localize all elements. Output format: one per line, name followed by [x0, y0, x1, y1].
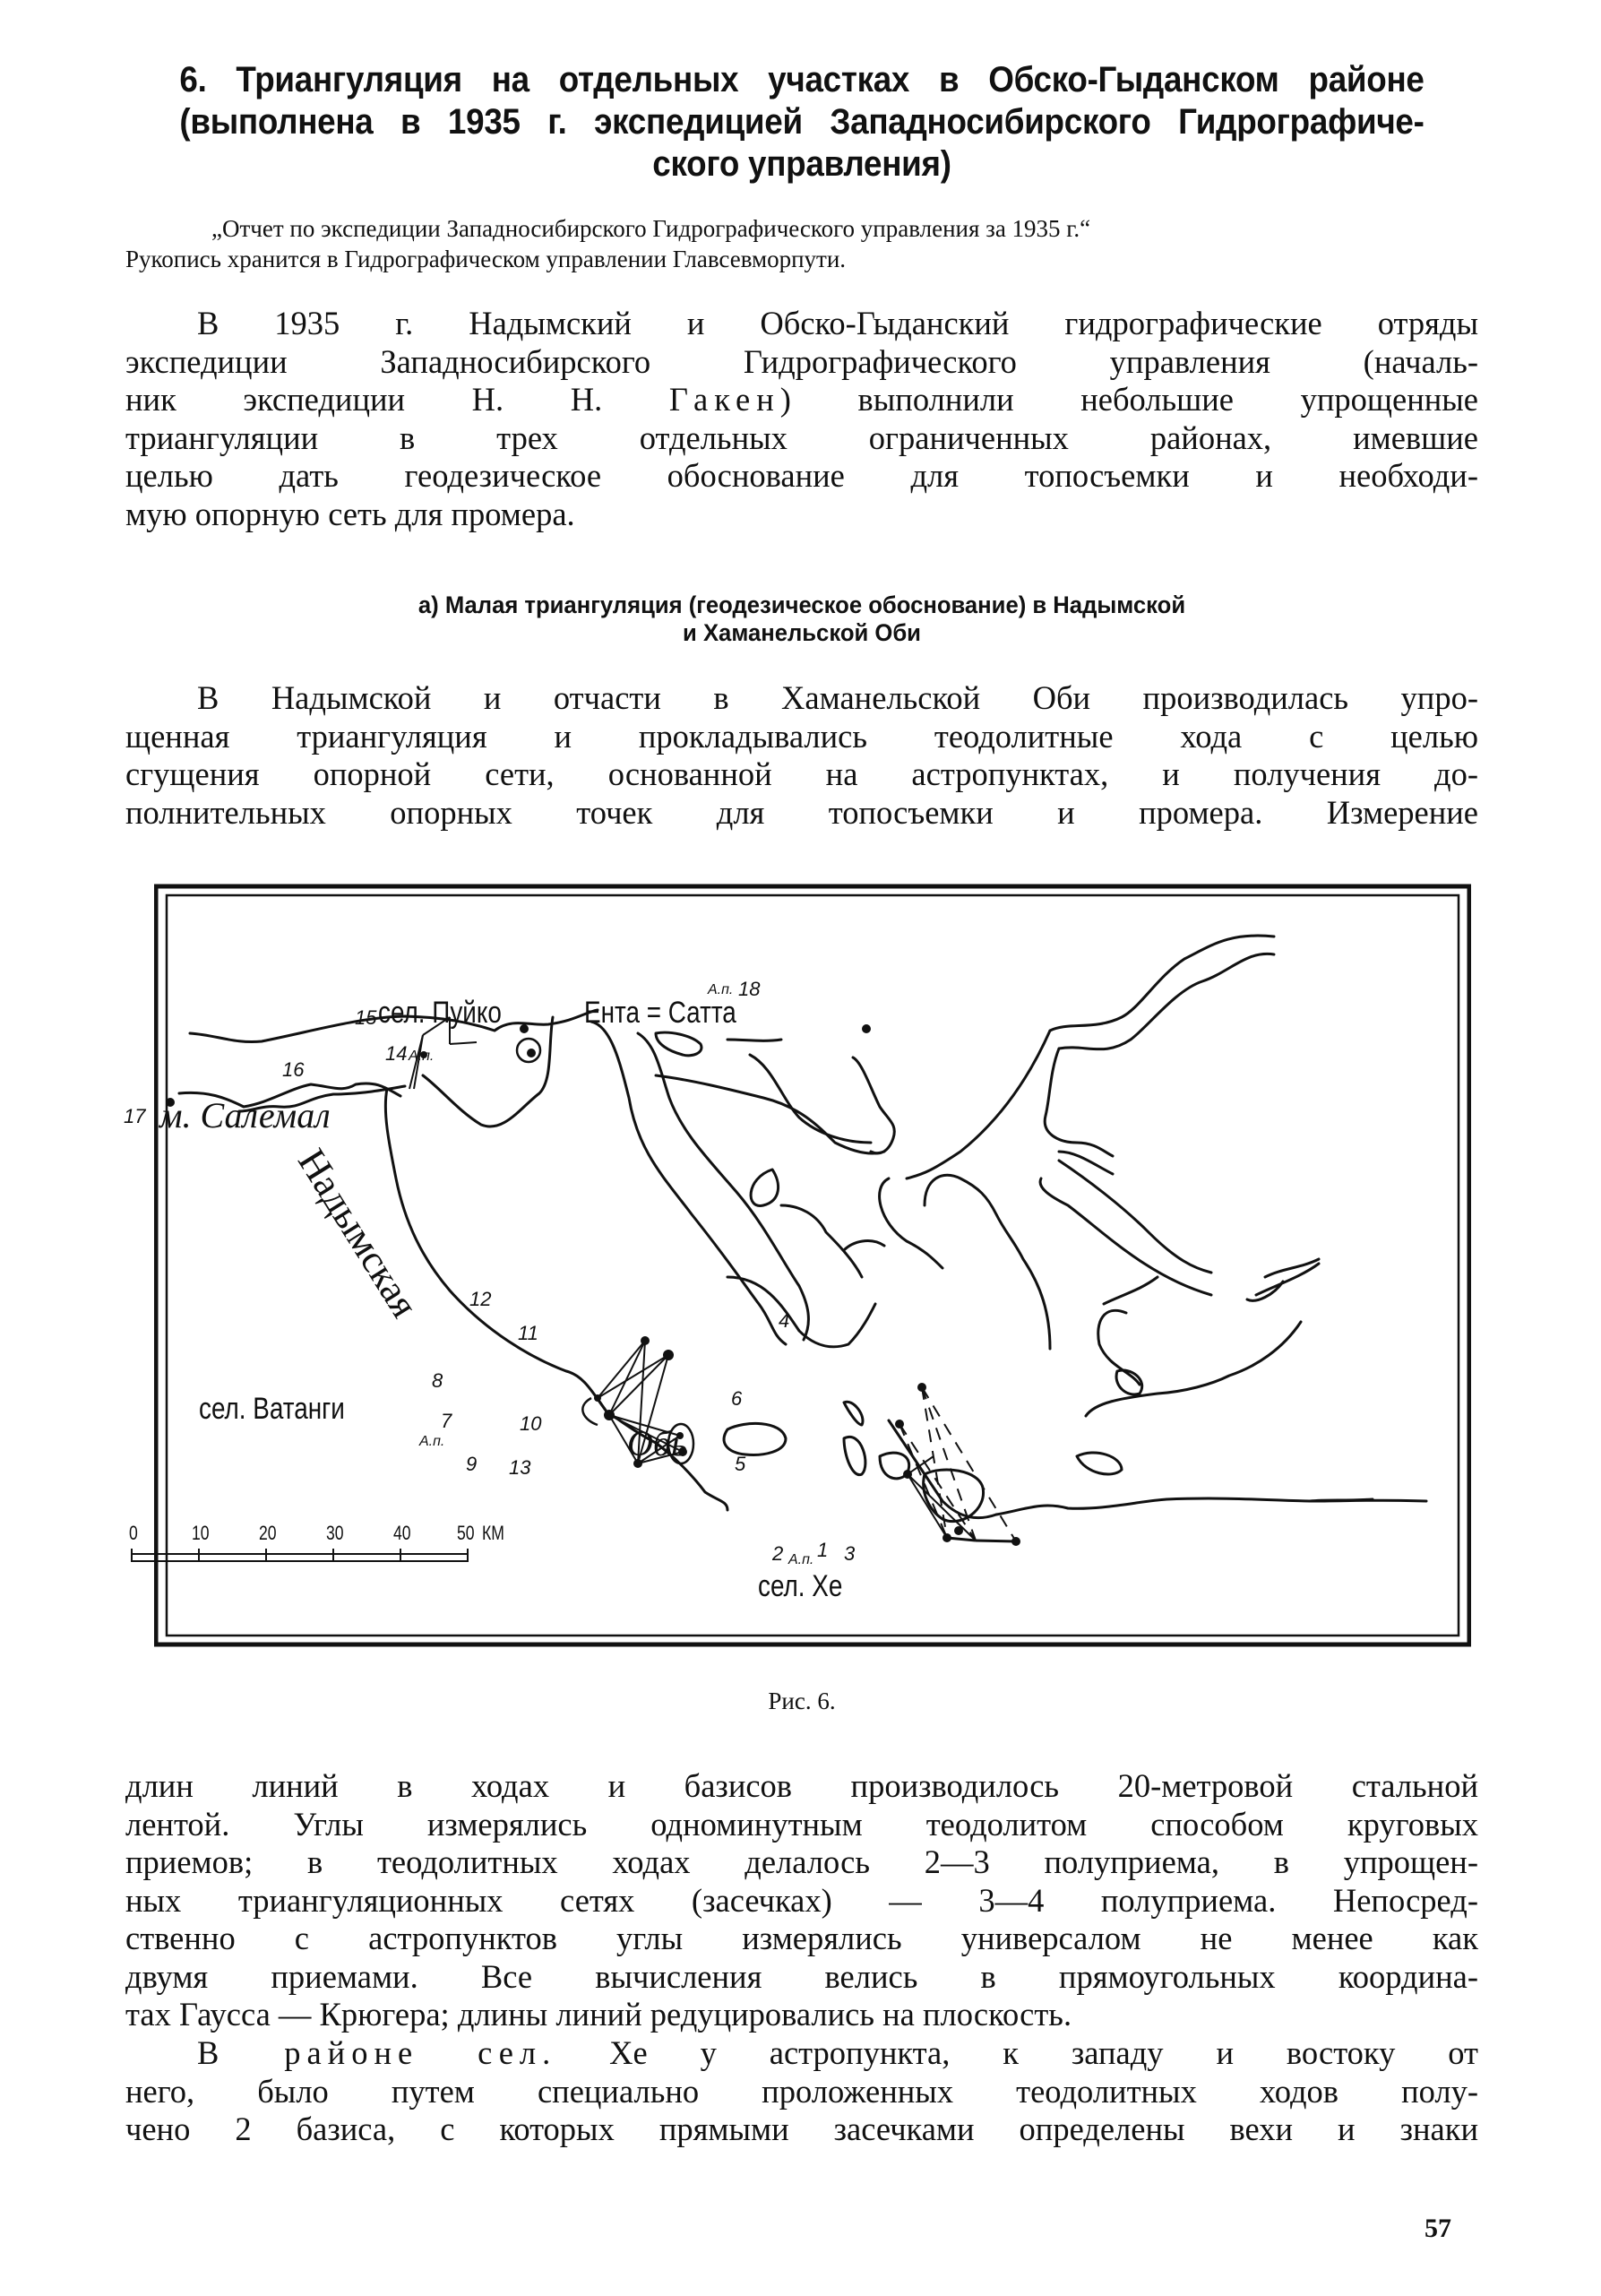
map-point-label-16: 16	[282, 1058, 305, 1081]
map-point-label-11: 11	[518, 1322, 538, 1344]
text-line: длин линий в ходах и базисов производилось 20-метровой стальной	[125, 1767, 1478, 1804]
map-point-8	[594, 1394, 601, 1402]
text-line: сгущения опорной сети, основанной на астропунктах, и получения до-	[125, 755, 1478, 792]
map-point-label-5: 5	[735, 1453, 746, 1475]
text-line: ных триангуляционных сетях (засечках) — 3—4 полуприема. Непосред-	[125, 1881, 1478, 1919]
scale-unit-label: КМ	[482, 1522, 504, 1544]
map-point-4	[917, 1383, 926, 1392]
figure-map	[124, 883, 1471, 1649]
place-label-vatangi: сел. Ватанги	[199, 1392, 345, 1426]
scale-bar	[129, 1523, 514, 1577]
map-point-label-9: 9	[466, 1453, 478, 1475]
heading-line: (выполнена в 1935 г. экспедицией Западносибирского Гидрографиче-	[179, 102, 1425, 142]
text-line: В Надымской и отчасти в Хаманельской Оби производилась упро-	[197, 679, 1478, 716]
spaced-name: Гакен	[668, 381, 780, 418]
text-line: целью дать геодезическое обоснование для топосъемки и необходи-	[125, 457, 1478, 494]
text-line	[125, 2034, 1478, 2073]
map-point-label-3: 3	[844, 1542, 856, 1565]
text-line: тах Гаусса — Крюгера; длины линий редуцировались на плоскость.	[125, 1996, 1072, 2033]
page-number: 57	[1425, 2214, 1451, 2243]
scale-bar-line	[129, 1549, 478, 1567]
text-line: чено 2 базиса, с которых прямыми засечками определены вехи и знаки	[125, 2110, 1478, 2147]
astro-label-14: А.п.	[409, 1049, 435, 1064]
map-point-label-15: 15	[355, 1006, 377, 1029]
place-label-khe: сел. Хе	[758, 1569, 843, 1603]
map-point-label-14: 14	[385, 1042, 408, 1065]
astro-label-1: А.п.	[788, 1552, 814, 1567]
map-point-2	[943, 1533, 951, 1542]
scale-tick-label: 40	[393, 1522, 411, 1544]
source-note	[125, 213, 1478, 274]
map-point-label-10: 10	[520, 1412, 542, 1435]
scale-tick-label: 10	[192, 1522, 210, 1544]
scale-tick-label: 50	[457, 1522, 475, 1544]
map-point-6	[895, 1420, 904, 1429]
map-point-3	[1011, 1537, 1020, 1546]
text-line: триангуляции в трех отдельных ограниченных районах, имевшие	[125, 419, 1478, 456]
scale-tick-label: 0	[129, 1522, 138, 1544]
text-line: щенная триангуляция и прокладывались теодолитные хода с целью	[125, 717, 1478, 755]
subheading-line: и Хаманельской Оби	[683, 619, 921, 646]
map-point-label-17: 17	[124, 1105, 146, 1127]
map-point-label-6: 6	[731, 1387, 743, 1410]
figure-caption: Рис. 6.	[768, 1687, 836, 1714]
astro-label-18: А.п.	[708, 982, 734, 997]
map-point-15	[520, 1024, 529, 1033]
map-point-14	[527, 1049, 536, 1057]
text-line: приемов; в теодолитных ходах делалось 2—3 полуприема, в упрощен-	[125, 1843, 1478, 1880]
heading-line: 6. Триангуляция на отдельных участках в Обско-Гыданском районе	[179, 60, 1425, 99]
intro-paragraph	[125, 305, 1478, 533]
scale-tick-label: 20	[259, 1522, 277, 1544]
source-line: Рукопись хранится в Гидрографическом управлении Главсевморпути.	[125, 246, 847, 272]
text-line: лентой. Углы измерялись одноминутным теодолитом способом круговых	[125, 1805, 1478, 1843]
triangulation-lines	[409, 1017, 1016, 1544]
river-label-nadymskaya: Надымская	[288, 1141, 427, 1325]
map-point-11	[663, 1350, 674, 1360]
subsection-paragraph	[125, 679, 1478, 832]
map-point-label-2: 2	[772, 1542, 784, 1565]
place-label-enta-satta: Ента = Сатта	[584, 996, 736, 1030]
section-heading	[179, 59, 1424, 186]
spaced-lead: В районе сел.	[197, 2034, 557, 2071]
map-point-5	[903, 1470, 912, 1479]
map-point-label-12: 12	[469, 1288, 492, 1310]
final-paragraph	[125, 2034, 1478, 2149]
map-point-1	[954, 1526, 963, 1535]
map-point-label-7: 7	[441, 1410, 452, 1432]
subheading-line: а) Малая триангуляция (геодезическое обоснование) в Надымской	[417, 591, 1186, 618]
subsection-heading	[159, 591, 1445, 647]
map-point-label-18: 18	[738, 978, 761, 1000]
place-label-puyko: сел. Пуйко	[378, 996, 502, 1030]
scale-tick-label: 30	[326, 1522, 344, 1544]
map-point-label-1: 1	[817, 1539, 829, 1561]
map-point-7	[604, 1410, 615, 1420]
place-label-salemal: м. Салемал	[159, 1095, 331, 1135]
text-line: ник экспедиции Н. Н. Гакен) выполнили небольшие упрощенные	[125, 381, 1478, 418]
map-point-label-13: 13	[509, 1456, 531, 1479]
map-point-18	[862, 1024, 871, 1033]
map-point-12	[641, 1336, 650, 1345]
continuation-paragraph	[125, 1767, 1478, 2034]
text-line: экспедиции Западносибирского Гидрографического управления (началь-	[125, 342, 1478, 380]
map-point-label-4: 4	[779, 1309, 790, 1332]
heading-line: ского управления)	[652, 144, 951, 184]
text-line: двумя приемами. Все вычисления велись в прямоугольных координа-	[125, 1957, 1478, 1995]
source-line: „Отчет по экспедиции Западносибирского Гидрографического управления за 1935 г.“	[211, 215, 1091, 242]
text-line: него, было путем специально проложенных теодолитных ходов полу-	[125, 2072, 1478, 2110]
astro-label-7: А.п.	[419, 1434, 445, 1449]
map-point-label-8: 8	[432, 1369, 443, 1392]
text-line: ственно с астропунктов углы измерялись универсалом не менее как	[125, 1920, 1478, 1956]
text-line: В 1935 г. Надымский и Обско-Гыданский гидрографические отряды	[197, 305, 1478, 341]
text-line-rest: Хе у астропункта, к западу и востоку от	[556, 2034, 1478, 2071]
text-line: мую опорную сеть для промера.	[125, 495, 575, 532]
river-label-ob: Обь	[627, 1423, 688, 1463]
text-line: полнительных опорных точек для топосъемки и промера. Измерение	[125, 793, 1478, 831]
